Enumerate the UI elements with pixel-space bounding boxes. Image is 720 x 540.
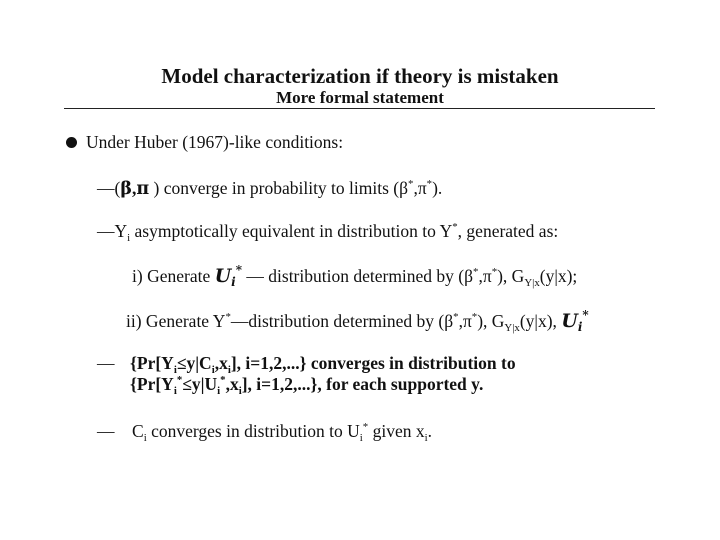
conv2-text xyxy=(132,421,432,442)
step2-g-subscript: Y|x xyxy=(504,321,520,334)
step1-text: — distribution determined by (β xyxy=(242,266,474,286)
step1-star-1: * xyxy=(473,265,479,278)
step2-mid: ,π xyxy=(458,311,472,331)
conv2-d: . xyxy=(427,421,432,441)
step-ii-generate-y xyxy=(126,308,589,335)
conv2-b: converges in distribution to U xyxy=(146,421,360,441)
estimate-end: ). xyxy=(432,178,443,198)
u-star-2: * xyxy=(582,308,589,323)
conv2-dash: — xyxy=(97,421,115,441)
conv1-l1-sub2: i xyxy=(211,363,215,376)
conv1-l2-c: ,x xyxy=(225,374,239,394)
conv1-l2-sup2: * xyxy=(220,373,226,386)
step2-star-2: * xyxy=(471,310,478,323)
u-subscript-2: i xyxy=(577,320,583,335)
equiv-end: , generated as: xyxy=(457,221,559,241)
step-i-generate-u xyxy=(132,263,578,290)
slide-subtitle: More formal statement xyxy=(276,88,444,107)
u-subscript: i xyxy=(231,275,236,290)
u-variable-symbol: U xyxy=(214,265,232,287)
u-variable-symbol-2: U xyxy=(561,310,578,332)
step1-star-2: * xyxy=(491,265,498,278)
equiv-star: * xyxy=(452,220,458,233)
bullet-dot-icon xyxy=(66,137,77,148)
estimate-star-2: * xyxy=(426,177,433,190)
conv1-l2-a: {Pr[Y xyxy=(130,374,174,394)
estimate-comma: , xyxy=(131,178,137,198)
step2-end: (y|x), xyxy=(519,311,562,331)
conv1-l2-sub2: i xyxy=(217,384,221,397)
conv1-l2-d: ], i=1,2,...}, for each supported y. xyxy=(241,374,484,394)
equiv-text: asymptotically equivalent in distribution to Y xyxy=(130,221,453,241)
step1-g-subscript: Y|x xyxy=(524,276,540,289)
equiv-sub: i xyxy=(127,231,131,244)
estimate-star-1: * xyxy=(408,177,414,190)
conv1-l1-a: {Pr[Y xyxy=(130,353,174,373)
step1-end: (y|x); xyxy=(539,266,578,286)
beta-hat-symbol: β xyxy=(120,179,132,199)
conv2-a: C xyxy=(132,421,144,441)
conv2-sub3: i xyxy=(424,431,428,444)
step2-mid2: ), G xyxy=(477,311,505,331)
step1-mid: ,π xyxy=(478,266,492,286)
conv1-dash: — xyxy=(97,353,115,373)
conv1-l2-sup1: * xyxy=(176,373,183,386)
conv1-l1-b: ≤y|C xyxy=(176,353,212,373)
title-divider xyxy=(64,108,655,109)
slide-title: Model characterization if theory is mistaken xyxy=(161,64,559,88)
step1-label: i) Generate xyxy=(132,266,215,286)
step2-label: ii) Generate Y xyxy=(126,311,226,331)
estimate-dash: —( xyxy=(97,178,121,198)
step2-text: —distribution determined by (β xyxy=(230,311,454,331)
conv1-l1-c: ,x xyxy=(214,353,228,373)
conv2-sup: * xyxy=(362,420,369,433)
equiv-dash-y: —Y xyxy=(97,221,128,241)
pi-hat-symbol: π xyxy=(136,179,150,199)
step2-star-1: * xyxy=(453,310,459,323)
u-star: * xyxy=(235,263,243,278)
conv1-line-1 xyxy=(130,353,516,374)
estimate-mid: ,π xyxy=(413,178,427,198)
conv1-line-2 xyxy=(130,374,483,395)
conv2-sub2: i xyxy=(359,431,363,444)
conv1-l1-sub1: i xyxy=(173,363,177,376)
estimate-text: ) converge in probability to limits (β xyxy=(149,178,409,198)
conv1-l1-sub3: i xyxy=(227,363,231,376)
item-asymptotic-equivalence xyxy=(97,221,558,242)
step2-star: * xyxy=(225,310,231,323)
conv1-l1-d: ], i=1,2,...} converges in distribution to xyxy=(230,353,516,373)
conv1-l2-b: ≤y|U xyxy=(182,374,218,394)
item-estimate-converge xyxy=(97,178,442,199)
conv2-c: given x xyxy=(368,421,425,441)
bullet-text: Under Huber (1967)-like conditions: xyxy=(86,132,344,152)
conv1-l2-sub1: i xyxy=(173,384,177,397)
step1-mid2: ), G xyxy=(497,266,525,286)
conv1-l2-sub3: i xyxy=(238,384,242,397)
conv2-sub1: i xyxy=(143,431,147,444)
